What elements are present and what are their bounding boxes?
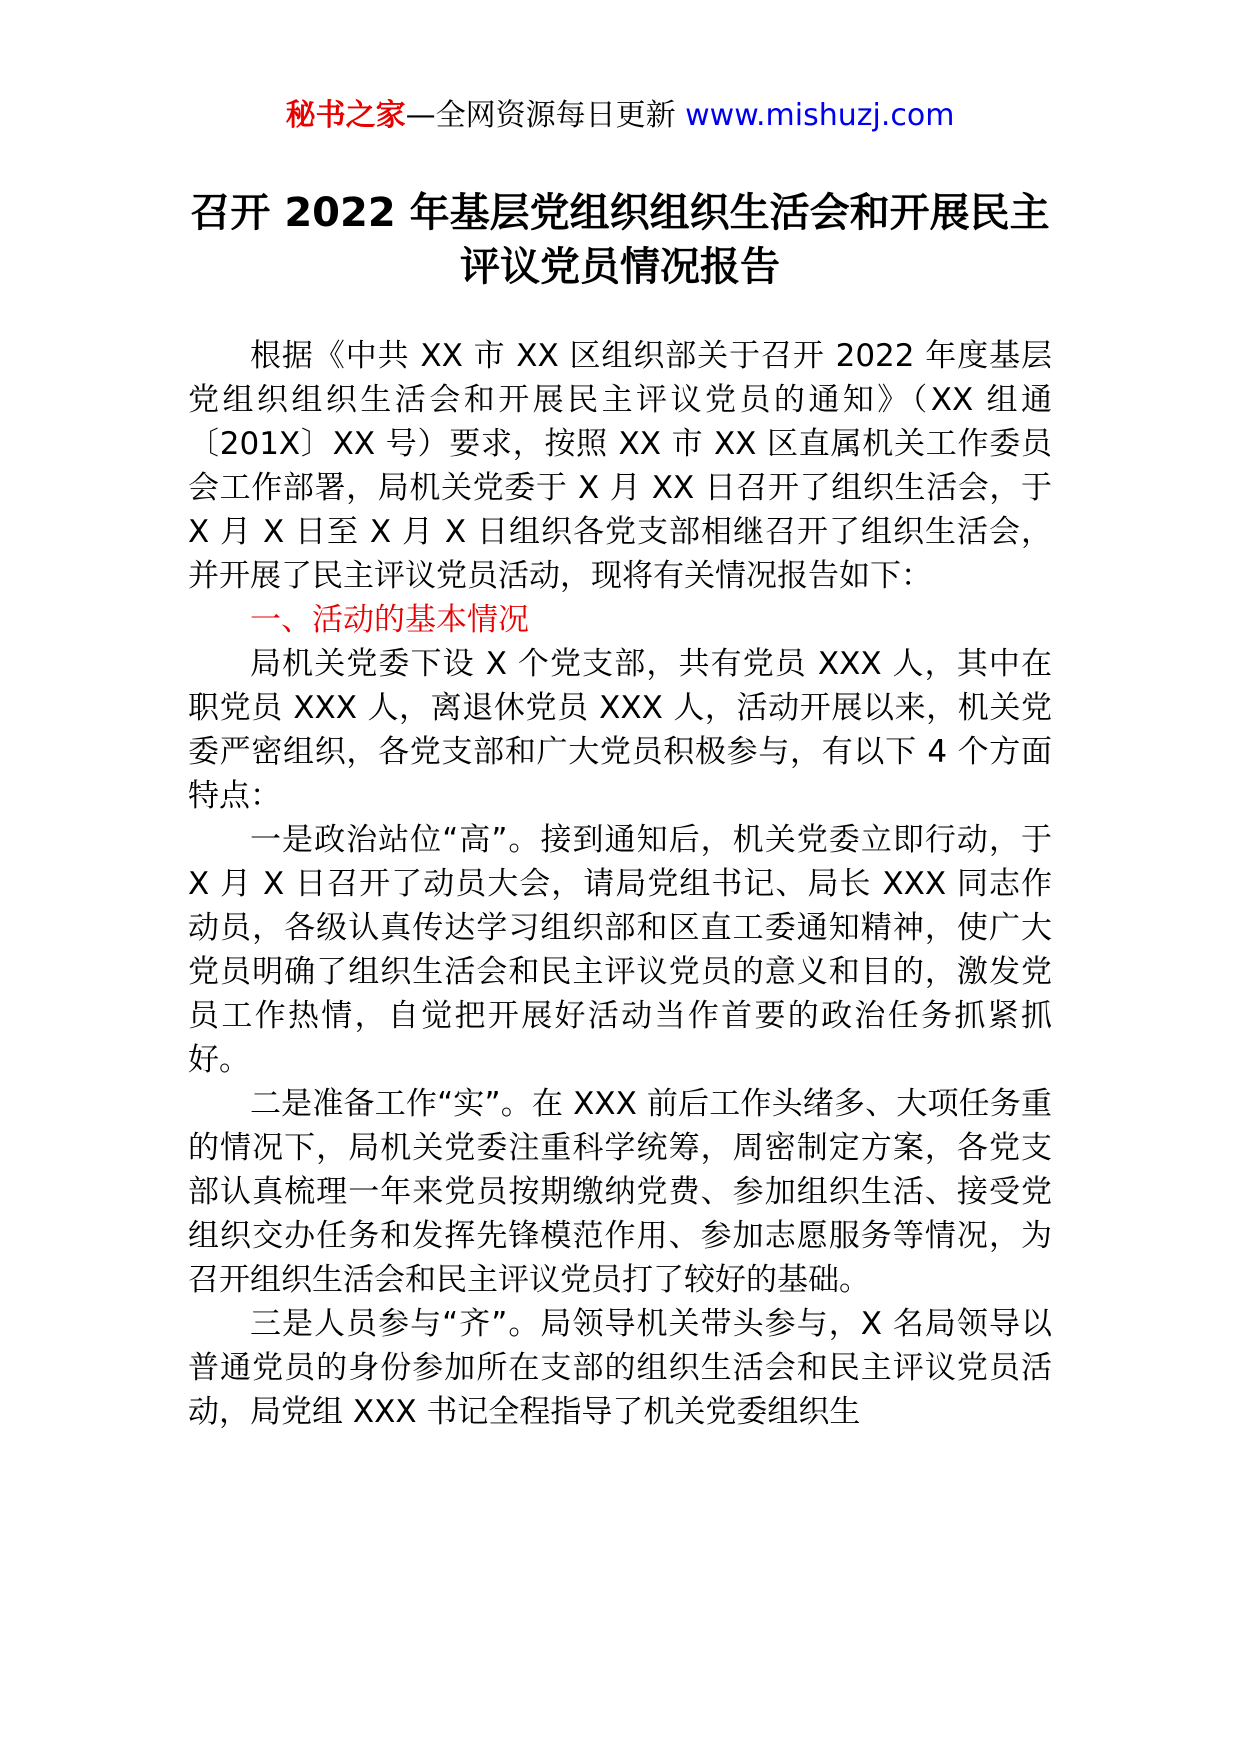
body-paragraph: 局机关党委下设 X 个党支部，共有党员 XXX 人，其中在职党员 XXX 人，离退休党员 XXX 人，活动开展以来，机关党委严密组织，各党支部和广大党员积极参与，有以下 4 个方面特点： xyxy=(188,646,1052,814)
body-paragraph: 三是人员参与“齐”。局领导机关带头参与，X 名局领导以普通党员的身份参加所在支部的组织生活会和民主评议党员活动，局党组 XXX 书记全程指导了机关党委组织生 xyxy=(188,1306,1052,1430)
document-title: 召开 2022 年基层党组织组织生活会和开展民主评议党员情况报告 xyxy=(190,190,1050,290)
intro-paragraph: 根据《中共 XX 市 XX 区组织部关于召开 2022 年度基层党组织组织生活会和开展民主评议党员的通知》（XX 组通〔201X〕XX 号）要求，按照 XX 市 XX 区直属机关工作委员会工作部署，局机关党委于 X 月 XX 日召开了组织生活会，于 X 月 X 日至 X 月 X 日组织各党支部相继召开了组织生活会，并开展了民主评议党员活动，现将有关情况报告如下： xyxy=(188,338,1052,594)
body-paragraph: 二是准备工作“实”。在 XXX 前后工作头绪多、大项任务重的情况下，局机关党委注重科学统筹，周密制定方案，各党支部认真梳理一年来党员按期缴纳党费、参加组织生活、接受党组织交办任务和发挥先锋模范作用、参加志愿服务等情况，为召开组织生活会和民主评议党员打了较好的基础。 xyxy=(188,1086,1052,1298)
site-url-link[interactable]: www.mishuzj.com xyxy=(685,98,955,133)
section-heading: 一、活动的基本情况 xyxy=(250,602,529,638)
site-header xyxy=(0,96,1240,136)
body-paragraph: 一是政治站位“高”。接到通知后，机关党委立即行动，于 X 月 X 日召开了动员大会，请局党组书记、局长 XXX 同志作动员，各级认真传达学习组织部和区直工委通知精神，使广大党员明确了组织生活会和民主评议党员的意义和目的，激发党员工作热情，自觉把开展好活动当作首要的政治任务抓紧抓好。 xyxy=(188,822,1052,1078)
document-body xyxy=(188,334,1052,1434)
site-tagline: —全网资源每日更新 xyxy=(405,98,676,133)
site-brand: 秘书之家 xyxy=(285,98,406,133)
